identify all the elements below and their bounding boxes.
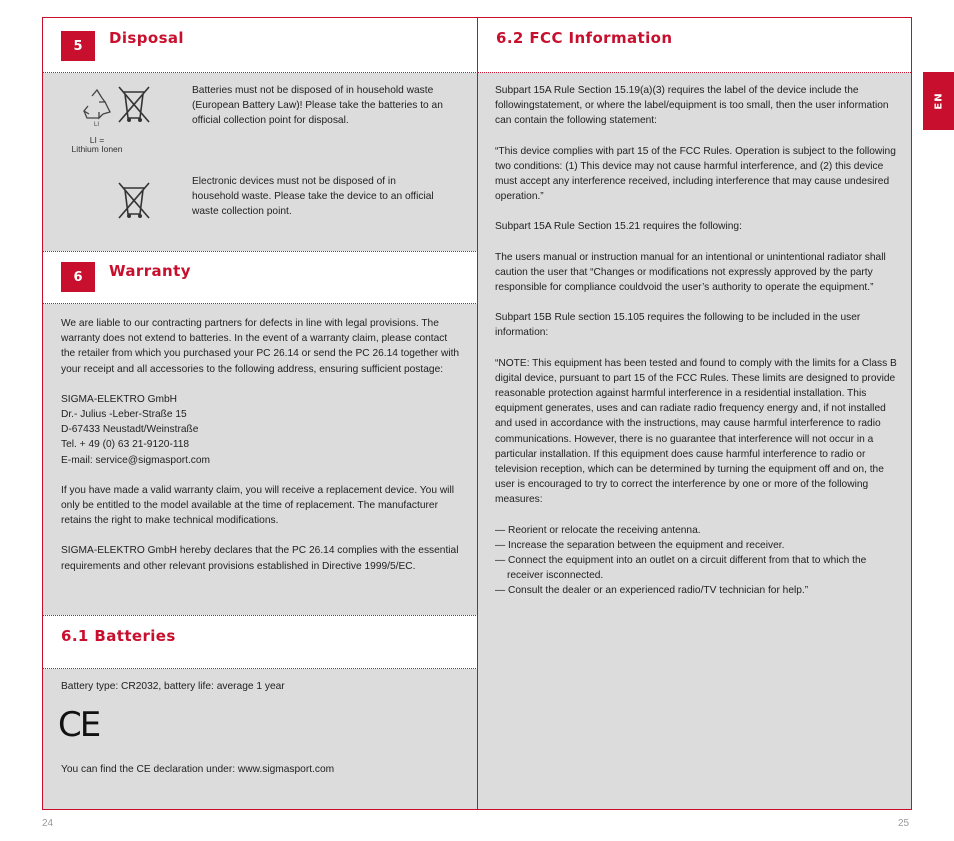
left-page [42, 17, 478, 810]
fcc-paragraph: Subpart 15B Rule section 15.105 requires the following to be included in the user information: [495, 312, 861, 339]
list-item: — Increase the separation between the equipment and receiver. [495, 539, 785, 551]
fcc-paragraph: The users manual or instruction manual for an intentional or unintentional radiator shall caution the user that “Changes or modifications not expressly approved by the party responsible for compliance couldvoid the user’s authority to operate the equipment.” [495, 251, 886, 294]
address-line: D-67433 Neustadt/Weinstraße [61, 424, 199, 436]
li-caption-line1: LI = [89, 135, 105, 145]
fcc-measures-list [495, 523, 897, 599]
fcc-title: 6.2 FCC Information [496, 29, 673, 47]
batteries-header [43, 615, 478, 669]
fcc-paragraph: “This device complies with part 15 of the FCC Rules. Operation is subject to the following two conditions: (1) This device may not cause harmful interference, and (2) this device must accept any interference received, including interference that may cause undesired operation.” [495, 145, 896, 203]
address-line: Dr.- Julius -Leber-Straße 15 [61, 409, 187, 421]
warranty-title: Warranty [109, 262, 191, 280]
address-line: E-mail: service@sigmasport.com [61, 454, 211, 466]
list-item: — Consult the dealer or an experienced radio/TV technician for help.” [495, 585, 809, 597]
list-item: — Reorient or relocate the receiving antenna. [495, 524, 701, 536]
fcc-paragraph: Subpart 15A Rule Section 15.19(a)(3) requires the label of the device include the followingstatement, or where the label/equipment is too small, then the user information can contain the following statement: [495, 85, 889, 127]
warranty-paragraph: SIGMA-ELEKTRO GmbH hereby declares that the PC 26.14 complies with the essential requirements and other relevant provisions established in Directive 1999/5/EC. [61, 545, 459, 572]
warranty-paragraph: We are liable to our contracting partners for defects in line with legal provisions. The warranty does not extend to batteries. In the event of a warranty claim, please contact the retailer from which you purchased your PC 26.14 or send the PC 26.14 together with your receipt and all accessories to the following address, ensuring sufficient postage: [61, 318, 460, 375]
batteries-title: 6.1 Batteries [61, 627, 176, 645]
list-item: — Connect the equipment into an outlet on a circuit different from that to which the receiver isconnected. [495, 555, 867, 582]
right-page [477, 17, 912, 810]
address-line: SIGMA-ELEKTRO GmbH [61, 393, 178, 405]
ce-mark-icon: CE [58, 705, 100, 745]
warranty-paragraph: If you have made a valid warranty claim, you will receive a replacement device. You will only be entitled to the model available at the time of replacement. The manufacturer retains the right to make technical modifications. [61, 484, 454, 527]
page-number-right: 25 [898, 818, 910, 829]
battery-disposal-text: Batteries must not be disposed of in household waste (European Battery Law)! Please take the batteries to an official collection point for disposal. [192, 85, 443, 127]
fcc-header [478, 18, 911, 73]
li-caption [63, 136, 131, 154]
disposal-header [43, 18, 478, 73]
fcc-paragraph: “NOTE: This equipment has been tested and found to comply with the limits for a Class B digital device, pursuant to part 15 of the FCC Rules. These limits are designed to provide reasonable protection against harmful interference in a residential installation. This equipment generates, uses and can radiate radio frequency energy and, if not installed and used in accordance with the instructions, may cause harmful interference to radio communications. However, there is no guarantee that interference will not occur in a particular installation. If this equipment does cause harmful interference to radio or television reception, which can be determined by turning the equipment off and on, the user is encouraged to try to correct the interference by one or more of the following measures: [495, 357, 897, 506]
crossed-bin-icon [115, 180, 155, 222]
battery-type-text: Battery type: CR2032, battery life: average 1 year [61, 681, 285, 692]
recycling-icon [79, 88, 115, 128]
crossed-bin-icon [115, 84, 155, 126]
warranty-body [61, 316, 463, 574]
language-tab[interactable] [923, 72, 954, 130]
language-tab-label: EN [933, 92, 944, 110]
section-number-badge: 6 [61, 262, 95, 292]
disposal-title: Disposal [109, 29, 184, 47]
recycle-label: LI [94, 122, 100, 128]
ce-declaration-text: You can find the CE declaration under: www.sigmasport.com [61, 764, 335, 775]
page-number-left: 24 [42, 818, 54, 829]
fcc-body [495, 83, 897, 599]
li-caption-line2: Lithium Ionen [71, 144, 123, 154]
fcc-paragraph: Subpart 15A Rule Section 15.21 requires the following: [495, 221, 742, 233]
address-line: Tel. + 49 (0) 63 21-9120-118 [61, 439, 190, 451]
warranty-header [43, 251, 478, 304]
device-disposal-text: Electronic devices must not be disposed of in household waste. Please take the device to an official waste collection point. [192, 176, 434, 218]
section-number-badge: 5 [61, 31, 95, 61]
